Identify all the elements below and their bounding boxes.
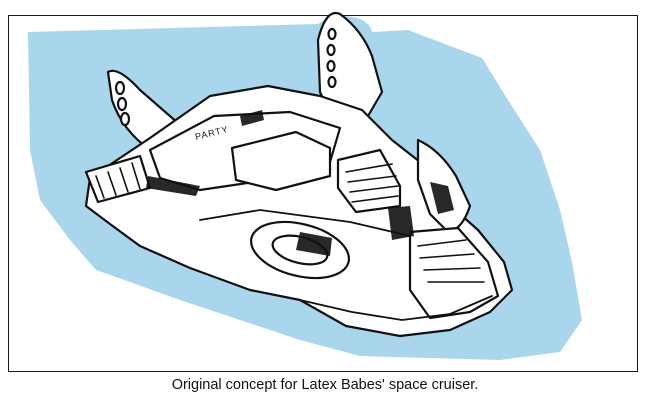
figure-caption: Original concept for Latex Babes' space cruiser.: [171, 377, 479, 393]
hull-marking: PARTY: [194, 123, 230, 142]
